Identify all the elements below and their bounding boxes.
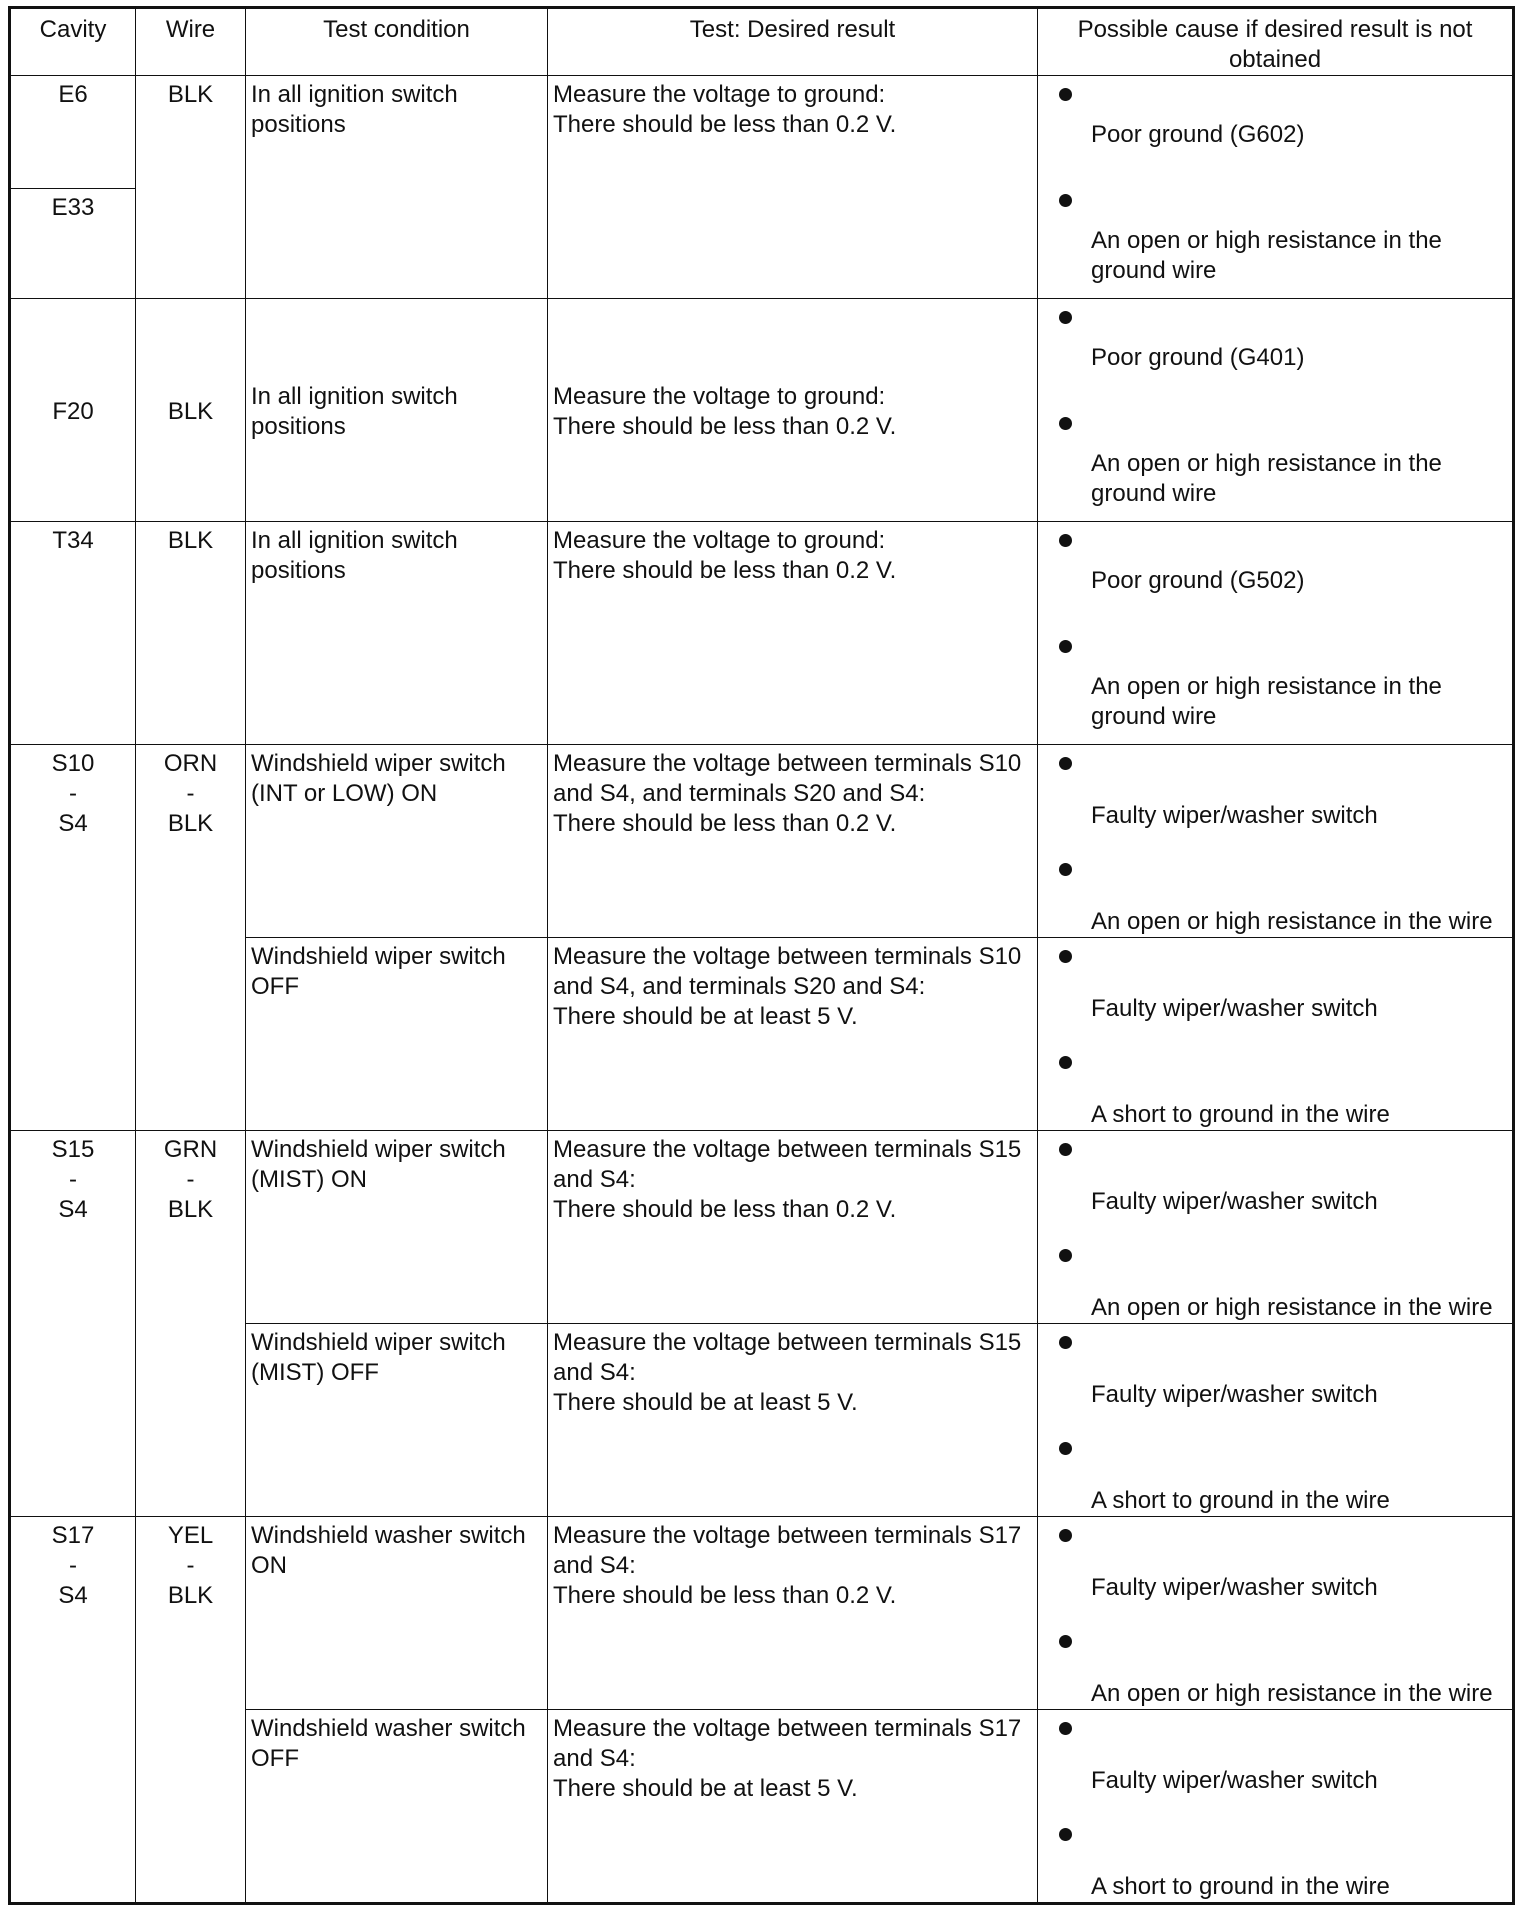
wire-cell: BLK	[136, 299, 246, 522]
bullet-icon	[1059, 640, 1072, 653]
possible-cause-cell	[1038, 745, 1514, 938]
cause-text: Poor ground (G401)	[1091, 344, 1305, 371]
cavity-separator: -	[69, 1552, 77, 1579]
cause-list	[1038, 1131, 1512, 1323]
cause-text: An open or high resistance in the wire	[1091, 1294, 1493, 1321]
cavity-cell: F20	[10, 299, 136, 522]
header-possible-cause: Possible cause if desired result is not obtained	[1038, 8, 1514, 76]
bullet-icon	[1059, 417, 1072, 430]
cause-list	[1038, 76, 1512, 298]
cause-list	[1038, 1517, 1512, 1709]
bullet-icon	[1059, 1056, 1072, 1069]
desired-result-cell	[548, 1710, 1038, 1904]
desired-result-cell	[548, 76, 1038, 299]
cavity-cell	[10, 1131, 136, 1517]
wire-cell	[136, 1517, 246, 1904]
test-condition-cell: Windshield washer switch OFF	[246, 1710, 548, 1904]
result-line: Measure the voltage to ground:	[553, 383, 886, 410]
cavity-cell	[10, 1517, 136, 1904]
desired-result-cell	[548, 1517, 1038, 1710]
cavity-cell: E33	[10, 188, 136, 299]
result-line: There should be at least 5 V.	[553, 1775, 858, 1802]
bullet-icon	[1059, 534, 1072, 547]
result-line: Measure the voltage between terminals S15 and S4:	[553, 1136, 1022, 1193]
result-line: There should be less than 0.2 V.	[553, 1582, 897, 1609]
result-line: Measure the voltage between terminals S10 and S4, and terminals S20 and S4:	[553, 750, 1022, 807]
cause-text: A short to ground in the wire	[1091, 1101, 1390, 1128]
bullet-icon	[1059, 88, 1072, 101]
test-condition-cell: Windshield wiper switch (MIST) OFF	[246, 1324, 548, 1517]
wire-separator: -	[186, 1166, 195, 1193]
result-line: There should be at least 5 V.	[553, 1003, 858, 1030]
bullet-icon	[1059, 1722, 1072, 1735]
table-row	[10, 522, 1514, 745]
cause-text: Faulty wiper/washer switch	[1091, 1767, 1378, 1794]
cavity-cell: E6	[10, 76, 136, 189]
bullet-icon	[1059, 1635, 1072, 1648]
bullet-icon	[1059, 311, 1072, 324]
possible-cause-cell	[1038, 938, 1514, 1131]
cavity-separator: -	[69, 780, 77, 807]
result-line: There should be less than 0.2 V.	[553, 1196, 897, 1223]
bullet-icon	[1059, 1529, 1072, 1542]
result-line: Measure the voltage to ground:	[553, 81, 886, 108]
header-test-condition: Test condition	[246, 8, 548, 76]
wire-color: YEL	[167, 1522, 214, 1549]
result-line: There should be at least 5 V.	[553, 1389, 858, 1416]
cause-list	[1038, 745, 1512, 937]
test-condition-cell: Windshield wiper switch (INT or LOW) ON	[246, 745, 548, 938]
possible-cause-cell	[1038, 522, 1514, 745]
cause-list	[1038, 299, 1512, 521]
bullet-icon	[1059, 950, 1072, 963]
possible-cause-cell	[1038, 1131, 1514, 1324]
table-row	[10, 76, 1514, 189]
table-header-row	[10, 8, 1514, 76]
result-line: Measure the voltage between terminals S15 and S4:	[553, 1329, 1022, 1386]
cavity-cell: T34	[10, 522, 136, 745]
result-line: Measure the voltage between terminals S17 and S4:	[553, 1522, 1022, 1579]
cause-text: Faulty wiper/washer switch	[1091, 1188, 1378, 1215]
result-line: There should be less than 0.2 V.	[553, 413, 897, 440]
desired-result-cell	[548, 1324, 1038, 1517]
wire-color: BLK	[167, 1582, 214, 1609]
test-condition-cell: In all ignition switch positions	[246, 299, 548, 522]
result-line: There should be less than 0.2 V.	[553, 111, 897, 138]
header-wire: Wire	[136, 8, 246, 76]
desired-result-cell	[548, 522, 1038, 745]
cavity-terminal: S10	[51, 750, 95, 777]
cause-text: A short to ground in the wire	[1091, 1873, 1390, 1900]
table-row	[10, 1517, 1514, 1710]
desired-result-cell	[548, 1131, 1038, 1324]
wire-cell: BLK	[136, 522, 246, 745]
possible-cause-cell	[1038, 1517, 1514, 1710]
desired-result-cell	[548, 938, 1038, 1131]
bullet-icon	[1059, 1143, 1072, 1156]
bullet-icon	[1059, 194, 1072, 207]
table-row	[10, 745, 1514, 938]
wire-cell	[136, 1131, 246, 1517]
cause-text: Faulty wiper/washer switch	[1091, 995, 1378, 1022]
bullet-icon	[1059, 1336, 1072, 1349]
header-cavity: Cavity	[10, 8, 136, 76]
result-line: Measure the voltage to ground:	[553, 527, 886, 554]
wire-separator: -	[186, 1552, 195, 1579]
cavity-terminal: S15	[51, 1136, 95, 1163]
header-desired-result: Test: Desired result	[548, 8, 1038, 76]
possible-cause-cell	[1038, 1324, 1514, 1517]
cause-text: An open or high resistance in the ground wire	[1091, 673, 1442, 730]
cavity-terminal: S4	[58, 1196, 88, 1223]
test-condition-cell: Windshield wiper switch (MIST) ON	[246, 1131, 548, 1324]
possible-cause-cell	[1038, 1710, 1514, 1904]
wire-color: BLK	[167, 810, 214, 837]
cause-text: Poor ground (G502)	[1091, 567, 1305, 594]
wire-cell: BLK	[136, 76, 246, 299]
wire-color: BLK	[167, 1196, 214, 1223]
cause-list	[1038, 1324, 1512, 1516]
table-row	[10, 299, 1514, 522]
cause-text: A short to ground in the wire	[1091, 1487, 1390, 1514]
bullet-icon	[1059, 757, 1072, 770]
terminal-test-table	[8, 6, 1515, 1905]
cavity-cell	[10, 745, 136, 1131]
wire-color: GRN	[163, 1136, 218, 1163]
wire-color: ORN	[163, 750, 218, 777]
test-condition-cell: In all ignition switch positions	[246, 76, 548, 299]
possible-cause-cell	[1038, 299, 1514, 522]
result-line: Measure the voltage between terminals S10 and S4, and terminals S20 and S4:	[553, 943, 1022, 1000]
cause-text: Faulty wiper/washer switch	[1091, 1574, 1378, 1601]
bullet-icon	[1059, 863, 1072, 876]
cavity-separator: -	[69, 1166, 77, 1193]
cause-list	[1038, 522, 1512, 744]
test-condition-cell: In all ignition switch positions	[246, 522, 548, 745]
cause-text: Faulty wiper/washer switch	[1091, 1381, 1378, 1408]
table-row	[10, 1131, 1514, 1324]
cavity-terminal: S4	[58, 810, 88, 837]
desired-result-cell	[548, 745, 1038, 938]
result-line: There should be less than 0.2 V.	[553, 810, 897, 837]
wire-separator: -	[186, 780, 195, 807]
possible-cause-cell	[1038, 76, 1514, 299]
desired-result-cell	[548, 299, 1038, 522]
cause-text: Poor ground (G602)	[1091, 121, 1305, 148]
cause-text: Faulty wiper/washer switch	[1091, 802, 1378, 829]
cause-text: An open or high resistance in the ground wire	[1091, 227, 1442, 284]
cavity-terminal: S4	[58, 1582, 88, 1609]
bullet-icon	[1059, 1249, 1072, 1262]
bullet-icon	[1059, 1442, 1072, 1455]
test-condition-cell: Windshield wiper switch OFF	[246, 938, 548, 1131]
wire-cell	[136, 745, 246, 1131]
result-line: There should be less than 0.2 V.	[553, 557, 897, 584]
cause-text: An open or high resistance in the ground wire	[1091, 450, 1442, 507]
result-line: Measure the voltage between terminals S17 and S4:	[553, 1715, 1022, 1772]
bullet-icon	[1059, 1828, 1072, 1841]
cavity-terminal: S17	[51, 1522, 95, 1549]
cause-text: An open or high resistance in the wire	[1091, 1680, 1493, 1707]
cause-list	[1038, 1710, 1512, 1902]
test-condition-cell: Windshield washer switch ON	[246, 1517, 548, 1710]
cause-text: An open or high resistance in the wire	[1091, 908, 1493, 935]
cause-list	[1038, 938, 1512, 1130]
